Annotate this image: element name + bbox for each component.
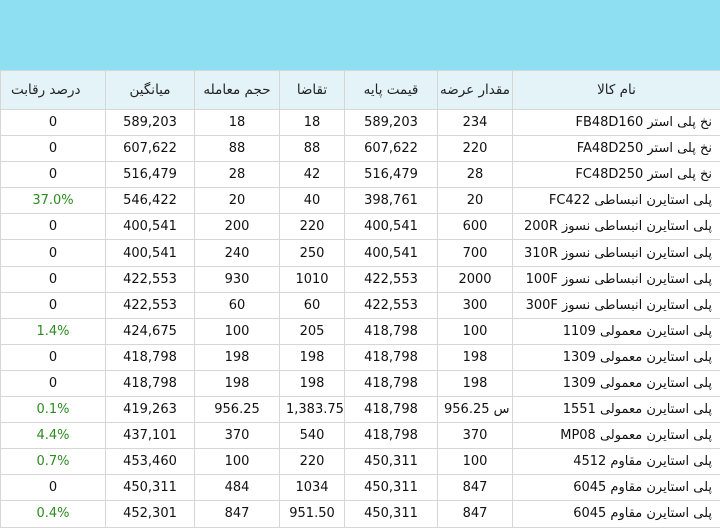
table-row[interactable] xyxy=(1,136,720,162)
cell-base-price: 400,541 xyxy=(345,240,438,266)
cell-commodity-name: پلی استایرن معمولی 1309 xyxy=(513,344,720,370)
cell-average: 424,675 xyxy=(106,318,195,344)
table-row[interactable] xyxy=(1,423,720,449)
cell-base-price: 398,761 xyxy=(345,188,438,214)
cell-base-price: 418,798 xyxy=(345,397,438,423)
header-name[interactable]: نام کالا xyxy=(513,71,720,110)
cell-average: 400,541 xyxy=(106,240,195,266)
cell-demand: 198 xyxy=(280,344,345,370)
cell-demand: 951.50 xyxy=(280,501,345,527)
cell-commodity-name: پلی استایرن انبساطی نسوز 200R xyxy=(513,214,720,240)
cell-demand: 220 xyxy=(280,449,345,475)
cell-base-price: 418,798 xyxy=(345,318,438,344)
cell-competition: 0 xyxy=(1,110,106,136)
cell-supply: 220 xyxy=(438,136,513,162)
table-row[interactable] xyxy=(1,370,720,396)
commodity-table xyxy=(0,70,720,528)
cell-competition: 37.0% xyxy=(1,188,106,214)
cell-supply: 300 xyxy=(438,292,513,318)
cell-base-price: 418,798 xyxy=(345,370,438,396)
cell-supply: 100 xyxy=(438,449,513,475)
cell-competition: 0 xyxy=(1,344,106,370)
cell-volume: 100 xyxy=(195,318,280,344)
cell-volume: 100 xyxy=(195,449,280,475)
cell-demand: 40 xyxy=(280,188,345,214)
cell-demand: 60 xyxy=(280,292,345,318)
cell-average: 607,622 xyxy=(106,136,195,162)
cell-demand: 198 xyxy=(280,370,345,396)
cell-supply: 198 xyxy=(438,370,513,396)
table-row[interactable] xyxy=(1,188,720,214)
cell-average: 418,798 xyxy=(106,370,195,396)
cell-competition: 0 xyxy=(1,214,106,240)
cell-competition: 0 xyxy=(1,266,106,292)
cell-base-price: 589,203 xyxy=(345,110,438,136)
table-row[interactable] xyxy=(1,397,720,423)
cell-competition: 0 xyxy=(1,292,106,318)
cell-volume: 240 xyxy=(195,240,280,266)
cell-competition: 0 xyxy=(1,136,106,162)
cell-supply: 847 xyxy=(438,501,513,527)
cell-average: 419,263 xyxy=(106,397,195,423)
table-header-row xyxy=(1,71,720,110)
cell-base-price: 607,622 xyxy=(345,136,438,162)
header-competition[interactable]: درصد رقابت xyxy=(1,71,106,110)
cell-demand: 250 xyxy=(280,240,345,266)
cell-demand: 1010 xyxy=(280,266,345,292)
cell-demand: 18 xyxy=(280,110,345,136)
cell-supply: 234 xyxy=(438,110,513,136)
cell-average: 589,203 xyxy=(106,110,195,136)
cell-average: 418,798 xyxy=(106,344,195,370)
cell-competition: 0 xyxy=(1,475,106,501)
cell-demand: 42 xyxy=(280,162,345,188)
cell-volume: 18 xyxy=(195,110,280,136)
cell-base-price: 450,311 xyxy=(345,449,438,475)
cell-commodity-name: پلی استایرن انبساطی نسوز 300F xyxy=(513,292,720,318)
cell-supply: 20 xyxy=(438,188,513,214)
cell-volume: 930 xyxy=(195,266,280,292)
table-row[interactable] xyxy=(1,266,720,292)
cell-volume: 28 xyxy=(195,162,280,188)
cell-average: 452,301 xyxy=(106,501,195,527)
cell-competition: 4.4% xyxy=(1,423,106,449)
cell-commodity-name: پلی استایرن معمولی 1551 xyxy=(513,397,720,423)
cell-commodity-name: پلی استایرن معمولی 1309 xyxy=(513,370,720,396)
cell-commodity-name: پلی استایرن انبساطی نسوز 100F xyxy=(513,266,720,292)
header-supply[interactable]: مقدار عرضه xyxy=(438,71,513,110)
header-volume[interactable]: حجم معامله xyxy=(195,71,280,110)
cell-base-price: 450,311 xyxy=(345,501,438,527)
table-row[interactable] xyxy=(1,214,720,240)
cell-base-price: 422,553 xyxy=(345,292,438,318)
cell-supply: 956.25 س xyxy=(438,397,513,423)
table-row[interactable] xyxy=(1,449,720,475)
table-row[interactable] xyxy=(1,240,720,266)
cell-average: 422,553 xyxy=(106,266,195,292)
table-body xyxy=(1,110,720,528)
table-row[interactable] xyxy=(1,318,720,344)
cell-volume: 198 xyxy=(195,344,280,370)
cell-volume: 847 xyxy=(195,501,280,527)
table-row[interactable] xyxy=(1,110,720,136)
cell-commodity-name: نخ پلی استر FC48D250 xyxy=(513,162,720,188)
cell-average: 437,101 xyxy=(106,423,195,449)
cell-competition: 1.4% xyxy=(1,318,106,344)
cell-volume: 88 xyxy=(195,136,280,162)
cell-commodity-name: نخ پلی استر FA48D250 xyxy=(513,136,720,162)
cell-demand: 1,383.75 xyxy=(280,397,345,423)
table-row[interactable] xyxy=(1,292,720,318)
cell-competition: 0.1% xyxy=(1,397,106,423)
cell-base-price: 418,798 xyxy=(345,423,438,449)
header-base-price[interactable]: قیمت پایه xyxy=(345,71,438,110)
cell-base-price: 400,541 xyxy=(345,214,438,240)
cell-average: 453,460 xyxy=(106,449,195,475)
cell-demand: 1034 xyxy=(280,475,345,501)
cell-competition: 0.4% xyxy=(1,501,106,527)
cell-average: 546,422 xyxy=(106,188,195,214)
cell-demand: 205 xyxy=(280,318,345,344)
header-average[interactable]: میانگین xyxy=(106,71,195,110)
cell-demand: 540 xyxy=(280,423,345,449)
cell-volume: 200 xyxy=(195,214,280,240)
cell-volume: 60 xyxy=(195,292,280,318)
cell-average: 400,541 xyxy=(106,214,195,240)
cell-volume: 956.25 xyxy=(195,397,280,423)
cell-commodity-name: نخ پلی استر FB48D160 xyxy=(513,110,720,136)
cell-average: 450,311 xyxy=(106,475,195,501)
cell-competition: 0 xyxy=(1,370,106,396)
cell-commodity-name: پلی استایرن مقاوم 6045 xyxy=(513,501,720,527)
cell-supply: 700 xyxy=(438,240,513,266)
cell-supply: 370 xyxy=(438,423,513,449)
cell-volume: 484 xyxy=(195,475,280,501)
cell-competition: 0 xyxy=(1,162,106,188)
table-row[interactable] xyxy=(1,344,720,370)
cell-volume: 20 xyxy=(195,188,280,214)
cell-supply: 28 xyxy=(438,162,513,188)
cell-commodity-name: پلی استایرن مقاوم 6045 xyxy=(513,475,720,501)
cell-supply: 198 xyxy=(438,344,513,370)
table-row[interactable] xyxy=(1,475,720,501)
cell-commodity-name: پلی استایرن معمولی 1109 xyxy=(513,318,720,344)
header-demand[interactable]: تقاضا xyxy=(280,71,345,110)
cell-volume: 370 xyxy=(195,423,280,449)
cell-base-price: 516,479 xyxy=(345,162,438,188)
cell-commodity-name: پلی استایرن معمولی MP08 xyxy=(513,423,720,449)
cell-supply: 100 xyxy=(438,318,513,344)
cell-demand: 220 xyxy=(280,214,345,240)
cell-base-price: 450,311 xyxy=(345,475,438,501)
cell-competition: 0 xyxy=(1,240,106,266)
cell-volume: 198 xyxy=(195,370,280,396)
top-banner xyxy=(0,0,720,70)
cell-base-price: 422,553 xyxy=(345,266,438,292)
cell-average: 422,553 xyxy=(106,292,195,318)
cell-competition: 0.7% xyxy=(1,449,106,475)
cell-average: 516,479 xyxy=(106,162,195,188)
cell-supply: 847 xyxy=(438,475,513,501)
cell-commodity-name: پلی استایرن انبساطی FC422 xyxy=(513,188,720,214)
cell-supply: 2000 xyxy=(438,266,513,292)
cell-commodity-name: پلی استایرن مقاوم 4512 xyxy=(513,449,720,475)
cell-supply: 600 xyxy=(438,214,513,240)
cell-commodity-name: پلی استایرن انبساطی نسوز 310R xyxy=(513,240,720,266)
table-row[interactable] xyxy=(1,162,720,188)
cell-base-price: 418,798 xyxy=(345,344,438,370)
cell-demand: 88 xyxy=(280,136,345,162)
